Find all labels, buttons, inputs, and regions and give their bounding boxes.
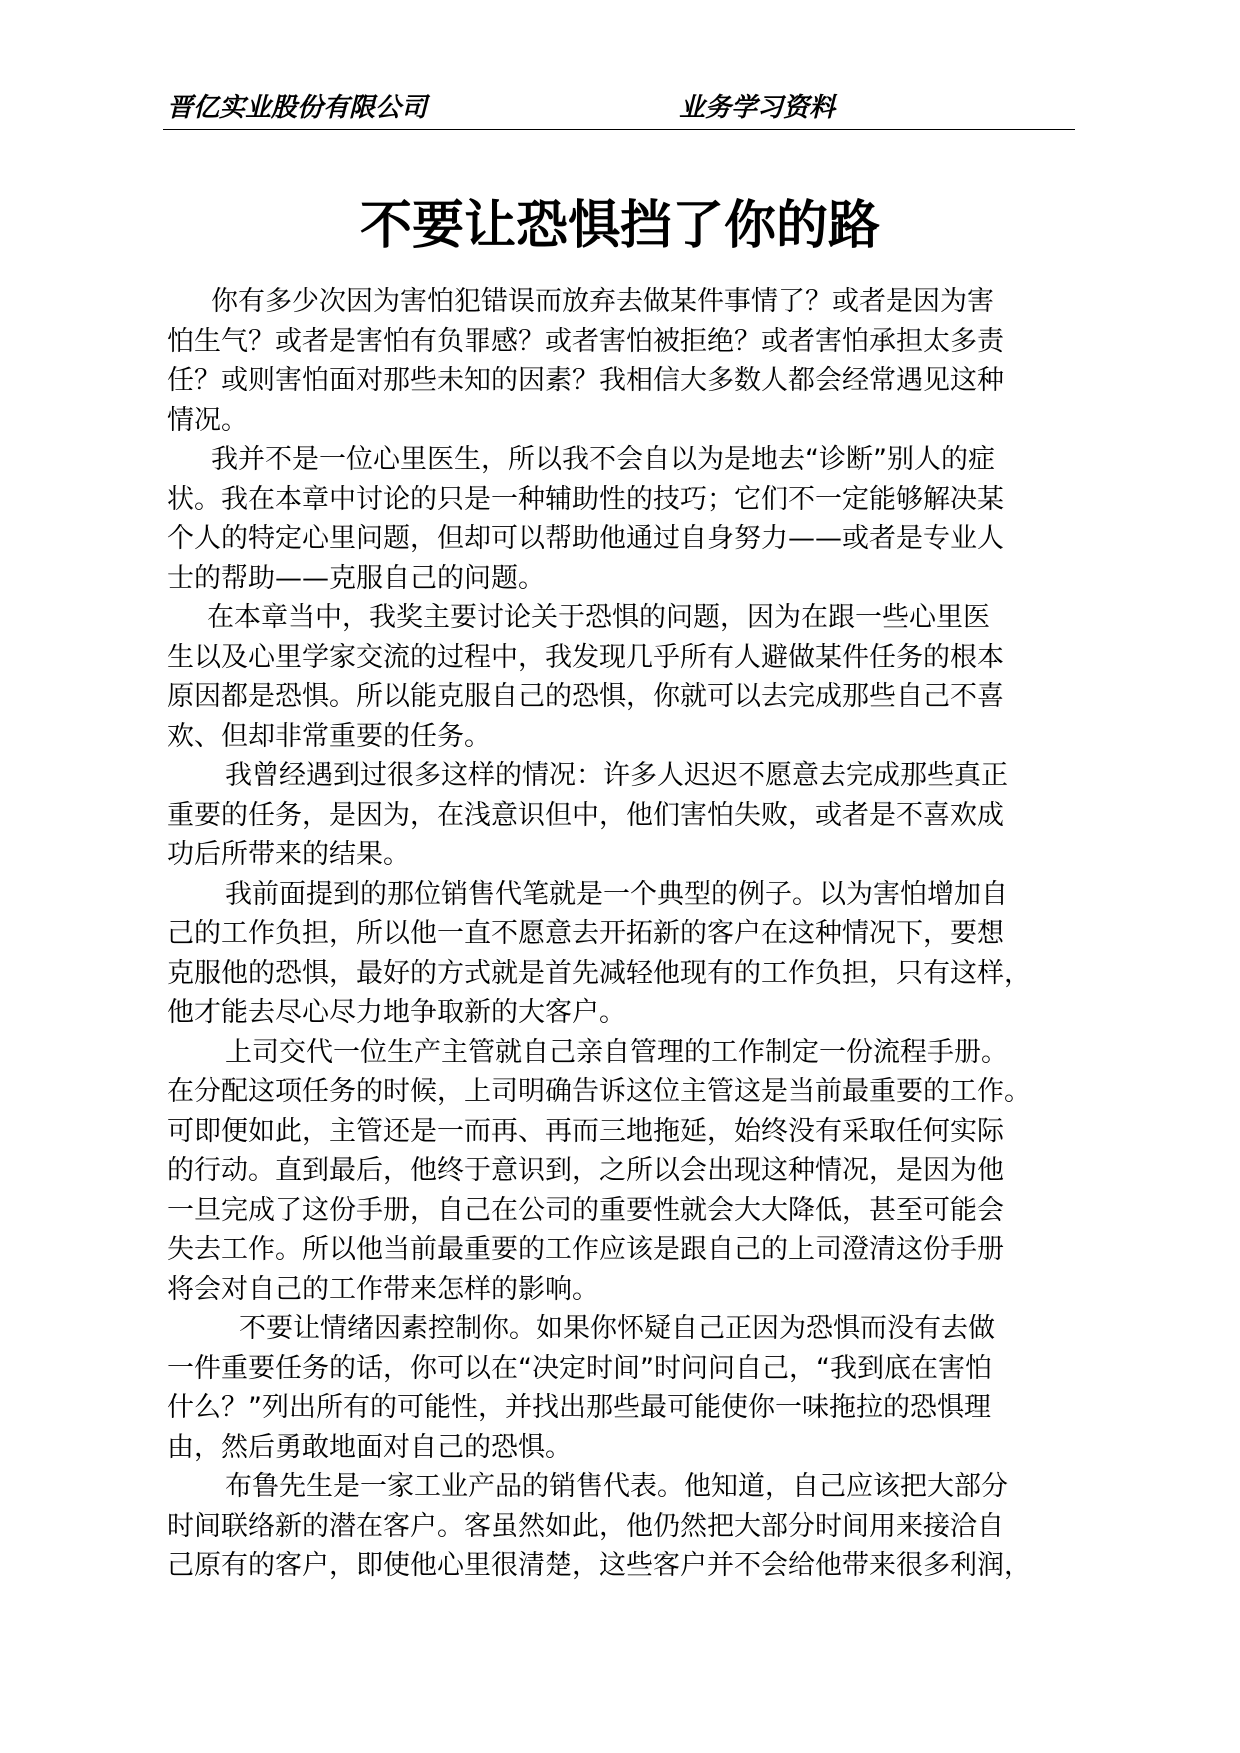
header-divider [163,129,1075,130]
text-line: 原因都是恐惧。所以能克服自己的恐惧，你就可以去完成那些自己不喜 [167,681,1004,712]
text-line: 他才能去尽心尽力地争取新的大客户。 [167,997,626,1028]
text-line: 在分配这项任务的时候，上司明确告诉这位主管这是当前最重要的工作。 [167,1076,1031,1107]
article-title: 不要让恐惧挡了你的路 [359,196,880,256]
text-line: 由，然后勇敢地面对自己的恐惧。 [167,1431,572,1463]
text-line: 时间联络新的潜在客户。客虽然如此，他仍然把大部分时间用来接洽自 [167,1510,1004,1542]
text-line: 怕生气？或者是害怕有负罪感？或者害怕被拒绝？或者害怕承担太多责 [167,325,1004,357]
text-line: 士的帮助——克服自己的问题。 [167,562,545,594]
text-line: 的行动。直到最后，他终于意识到，之所以会出现这种情况，是因为他 [167,1155,1004,1186]
text-line: 我前面提到的那位销售代笔就是一个典型的例子。以为害怕增加自 [225,878,1008,910]
text-line: 不要让情绪因素控制你。如果你怀疑自己正因为恐惧而没有去做 [239,1313,995,1344]
text-line: 任？或则害怕面对那些未知的因素？我相信大多数人都会经常遇见这种 [167,365,1004,396]
text-line: 在本章当中，我奖主要讨论关于恐惧的问题，因为在跟一些心里医 [207,602,990,633]
company-name: 晋亿实业股份有限公司 [167,93,428,123]
text-line: 欢、但却非常重要的任务。 [167,720,491,752]
text-line: 情况。 [167,404,248,436]
text-line: 你有多少次因为害怕犯错误而放弃去做某件事情了？或者是因为害 [211,286,994,317]
article-body [167,282,1087,1586]
text-line: 布鲁先生是一家工业产品的销售代表。他知道，自己应该把大部分 [225,1471,1008,1502]
text-line: 生以及心里学家交流的过程中，我发现几乎所有人避做某件任务的根本 [167,641,1004,673]
text-line: 一件重要任务的话，你可以在“决定时间”时问问自己，“我到底在害怕 [167,1352,992,1384]
text-line: 己原有的客户，即使他心里很清楚，这些客户并不会给他带来很多利润， [167,1550,1031,1581]
text-line: 可即便如此，主管还是一而再、再而三地拖延，始终没有采取任何实际 [167,1115,1004,1147]
text-line: 己的工作负担，所以他一直不愿意去开拓新的客户在这种情况下，要想 [167,918,1004,949]
text-line: 克服他的恐惧，最好的方式就是首先减轻他现有的工作负担，只有这样， [167,957,1031,989]
text-line: 什么？”列出所有的可能性，并找出那些最可能使你一味拖拉的恐惧理 [167,1392,991,1423]
text-line: 我并不是一位心里医生，所以我不会自以为是地去“诊断”别人的症 [211,444,995,475]
text-line: 重要的任务，是因为，在浅意识但中，他们害怕失败，或者是不喜欢成 [167,799,1004,831]
text-line: 个人的特定心里问题，但却可以帮助他通过自身努力——或者是专业人 [167,523,1004,554]
text-line: 上司交代一位生产主管就自己亲自管理的工作制定一份流程手册。 [225,1036,1008,1068]
text-line: 功后所带来的结果。 [167,839,410,870]
page-header [163,88,1075,130]
document-category: 业务学习资料 [679,93,836,123]
text-line: 我曾经遇到过很多这样的情况：许多人迟迟不愿意去完成那些真正 [225,760,1008,791]
text-line: 一旦完成了这份手册，自己在公司的重要性就会大大降低，甚至可能会 [167,1194,1004,1226]
text-line: 将会对自己的工作带来怎样的影响。 [167,1273,599,1305]
text-line: 失去工作。所以他当前最重要的工作应该是跟自己的上司澄清这份手册 [167,1234,1004,1265]
text-line: 状。我在本章中讨论的只是一种辅助性的技巧；它们不一定能够解决某 [167,483,1004,515]
